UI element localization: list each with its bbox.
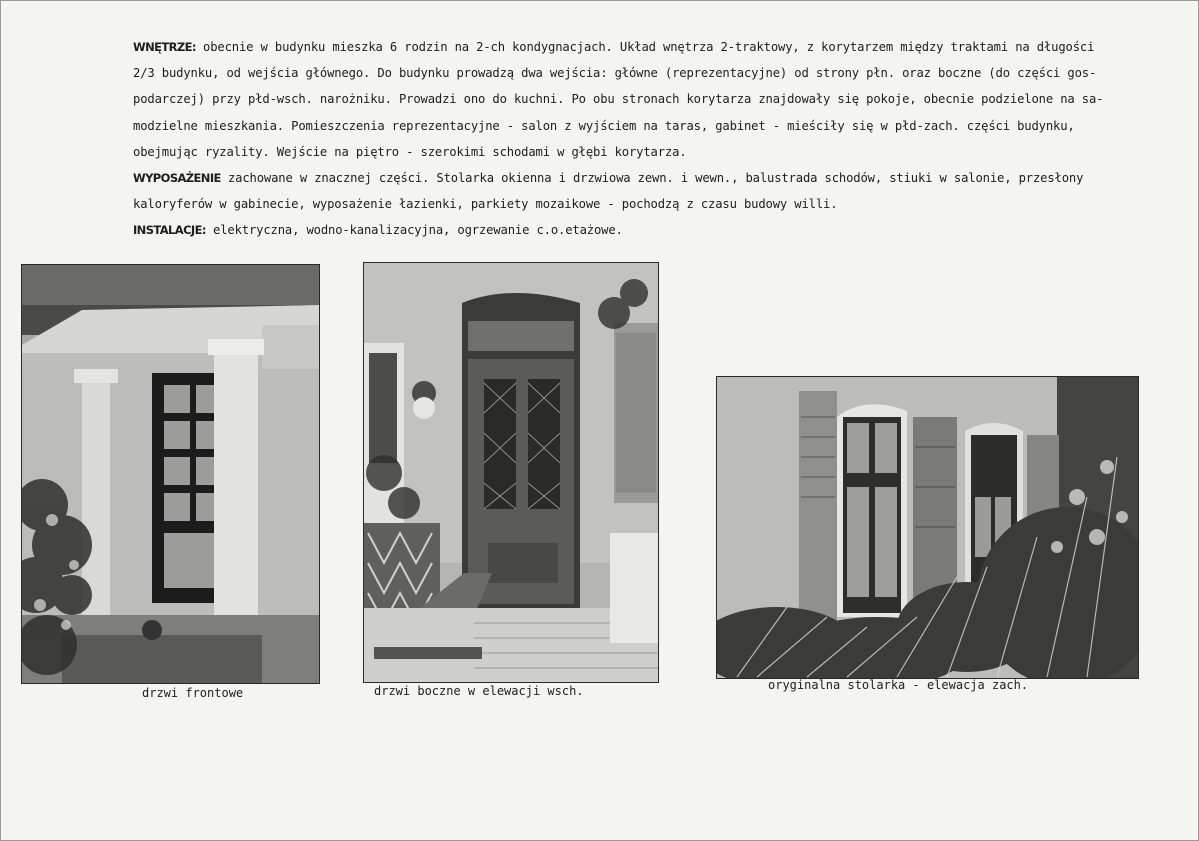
caption-original-woodwork: oryginalna stolarka - elewacja zach.	[768, 678, 1029, 692]
section-heading-equipment: WYPOSAŻENIE	[133, 171, 221, 186]
text-line: obejmując ryzality. Wejście na piętro - szerokimi schodami w głębi korytarza.	[133, 144, 687, 159]
text-line: 2/3 budynku, od wejścia głównego. Do budynku prowadzą dwa wejścia: główne (reprezentacyjne) od strony płn. oraz boczne (do części gos-	[133, 66, 1097, 81]
text-line: WYPOSAŻENIE zachowane w znacznej części. Stolarka okienna i drzwiowa zewn. i wewn., balustrada schodów, stiuki w salonie, przesłony	[133, 171, 1084, 186]
text-line: INSTALACJE: elektryczna, wodno-kanalizacyjna, ogrzewanie c.o.etażowe.	[133, 223, 623, 238]
section-heading-installations: INSTALACJE:	[133, 223, 206, 238]
text-line: podarczej) przy płd-wsch. narożniku. Prowadzi ono do kuchni. Po obu stronach korytarza znajdowały się pokoje, obecnie podzielone na sa-	[133, 92, 1104, 107]
photo-original-woodwork	[716, 376, 1139, 679]
caption-front-door: drzwi frontowe	[142, 686, 244, 700]
photo-front-door	[21, 264, 320, 684]
text-line: WNĘTRZE: obecnie w budynku mieszka 6 rodzin na 2-ch kondygnacjach. Układ wnętrza 2-traktowy, z korytarzem między traktami na długości	[133, 40, 1095, 54]
text-line: modzielne mieszkania. Pomieszczenia reprezentacyjne - salon z wyjściem na taras, gabinet - mieściły się w płd-zach. części budynku,	[133, 118, 1075, 133]
description-text	[133, 34, 1104, 244]
caption-side-door: drzwi boczne w elewacji wsch.	[374, 684, 584, 698]
photo-side-door	[363, 262, 659, 683]
text-line: kaloryferów w gabinecie, wyposażenie łazienki, parkiety mozaikowe - pochodzą z czasu budowy willi.	[133, 197, 838, 212]
section-heading-interior: WNĘTRZE:	[133, 40, 196, 54]
